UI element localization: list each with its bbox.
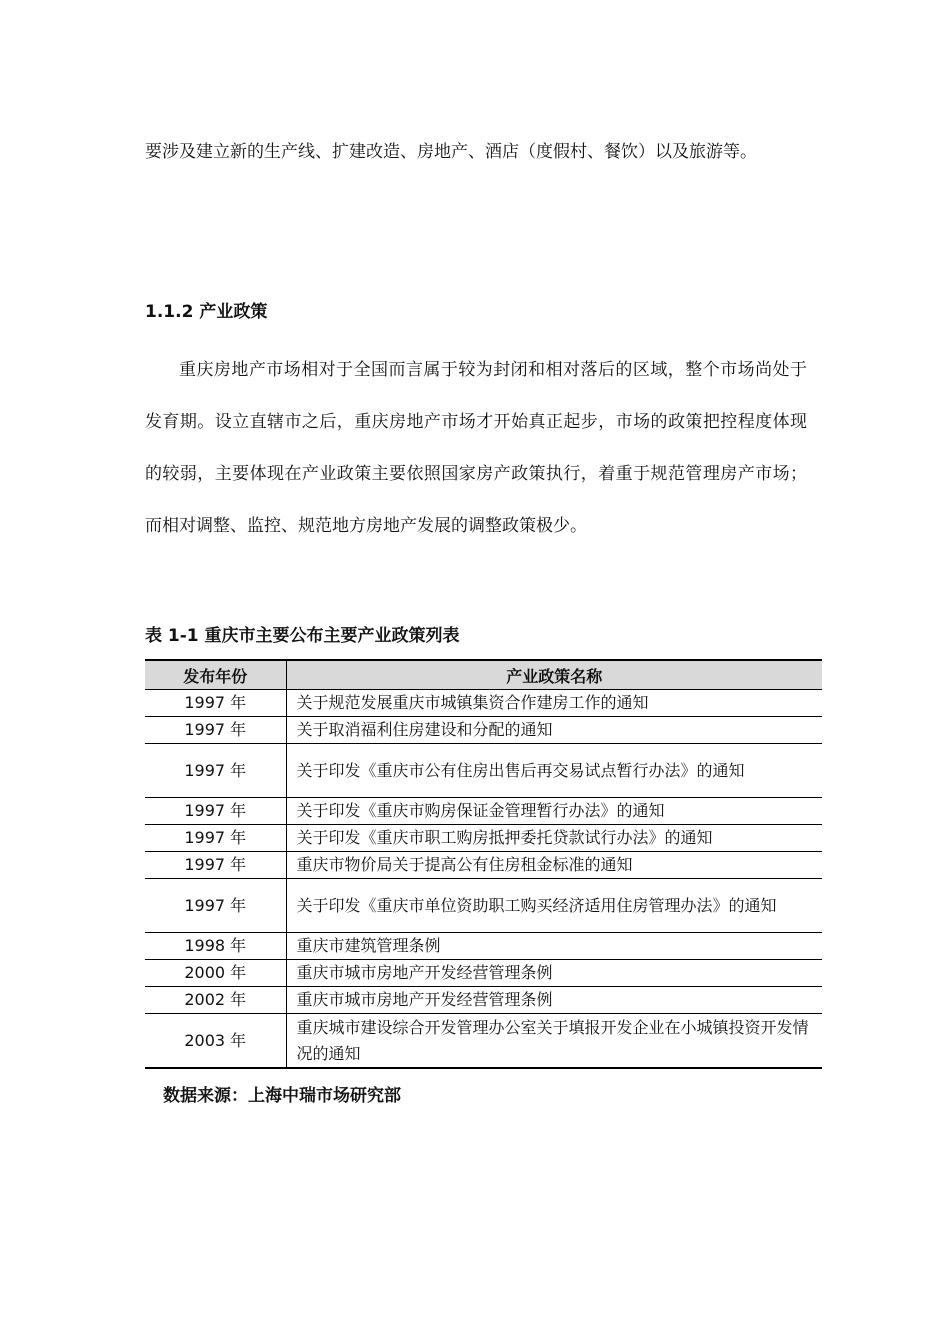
year-cell: 1997 年 [145, 825, 286, 852]
body-paragraph-top: 要涉及建立新的生产线、扩建改造、房地产、酒店（度假村、餐饮）以及旅游等。 [145, 142, 757, 162]
policy-name-cell: 关于取消福利住房建设和分配的通知 [286, 717, 822, 744]
year-cell: 1997 年 [145, 690, 286, 717]
table-row [145, 1014, 822, 1069]
year-cell: 2000 年 [145, 960, 286, 987]
header-policy-name: 产业政策名称 [286, 660, 822, 690]
table-row [145, 744, 822, 798]
table-row [145, 798, 822, 825]
table-row [145, 933, 822, 960]
year-cell: 1997 年 [145, 744, 286, 798]
table-row [145, 690, 822, 717]
header-year: 发布年份 [145, 660, 286, 690]
section-heading: 1.1.2 产业政策 [145, 302, 268, 322]
table-header-row [145, 660, 822, 690]
policy-name-cell: 重庆城市建设综合开发管理办公室关于填报开发企业在小城镇投资开发情况的通知 [286, 1014, 822, 1069]
policy-name-cell: 关于印发《重庆市职工购房抵押委托贷款试行办法》的通知 [286, 825, 822, 852]
year-cell: 2002 年 [145, 987, 286, 1014]
year-cell: 2003 年 [145, 1014, 286, 1069]
table-row [145, 717, 822, 744]
year-cell: 1997 年 [145, 879, 286, 933]
policy-name-cell: 关于规范发展重庆市城镇集资合作建房工作的通知 [286, 690, 822, 717]
table-row [145, 987, 822, 1014]
policy-name-cell: 关于印发《重庆市单位资助职工购买经济适用住房管理办法》的通知 [286, 879, 822, 933]
year-cell: 1997 年 [145, 852, 286, 879]
policy-name-cell: 重庆市建筑管理条例 [286, 933, 822, 960]
body-paragraph-main: 重庆房地产市场相对于全国而言属于较为封闭和相对落后的区域，整个市场尚处于发育期。设立直辖市之后，重庆房地产市场才开始真正起步，市场的政策把控程度体现的较弱，主要体现在产业政策主要依照国家房产政策执行，着重于规范管理房产市场；而相对调整、监控、规范地方房地产发展的调整政策极少。 [145, 360, 807, 536]
policy-name-cell: 重庆市物价局关于提高公有住房租金标准的通知 [286, 852, 822, 879]
policy-table [145, 659, 822, 1069]
policy-name-cell: 重庆市城市房地产开发经营管理条例 [286, 960, 822, 987]
year-cell: 1997 年 [145, 717, 286, 744]
year-cell: 1998 年 [145, 933, 286, 960]
policy-table-container [145, 659, 822, 1069]
table-row [145, 960, 822, 987]
table-caption: 表 1-1 重庆市主要公布主要产业政策列表 [145, 626, 460, 646]
year-cell: 1997 年 [145, 798, 286, 825]
data-source-note: 数据来源：上海中瑞市场研究部 [163, 1086, 401, 1106]
table-row [145, 879, 822, 933]
policy-name-cell: 关于印发《重庆市公有住房出售后再交易试点暂行办法》的通知 [286, 744, 822, 798]
policy-name-cell: 重庆市城市房地产开发经营管理条例 [286, 987, 822, 1014]
table-row [145, 852, 822, 879]
policy-name-cell: 关于印发《重庆市购房保证金管理暂行办法》的通知 [286, 798, 822, 825]
table-row [145, 825, 822, 852]
